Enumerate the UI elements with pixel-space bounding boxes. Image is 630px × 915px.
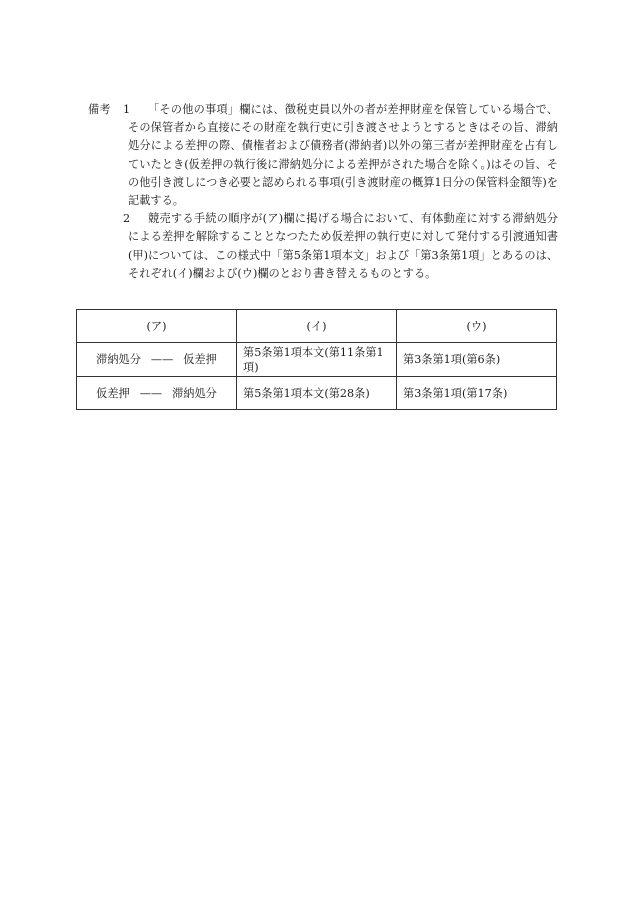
procedure-order-cell <box>77 343 237 377</box>
remark-text: 「その他の事項」欄には、徴税吏員以外の者が差押財産を保管している場合で、その保管者から直接にその財産を執行吏に引き渡させようとするときはその旨、滞納処分による差押の際、債権者および債務者(滞納者)以外の第三者が差押財産を占有していたとき(仮差押の執行後に滞納処分による差押がされた場合を除く。)はその旨、その他引き渡しにつき必要と認められる事項(引き渡財産の概算1日分の保管料金額等)を記載する。 <box>128 103 558 208</box>
table-row <box>77 343 557 377</box>
column-header-b: (イ) <box>237 310 397 343</box>
replacement-text-c: 第3条第1項(第17条) <box>397 377 557 410</box>
table-row <box>77 377 557 410</box>
second-procedure: 仮差押 <box>183 353 217 366</box>
remark-item <box>88 101 558 210</box>
replacement-text-c: 第3条第1項(第6条) <box>397 343 557 377</box>
table-header-row <box>77 310 557 343</box>
procedure-order-cell <box>77 377 237 410</box>
column-header-a: (ア) <box>77 310 237 343</box>
remarks-section <box>88 101 558 283</box>
replacement-text-b: 第5条第1項本文(第11条第1項) <box>237 343 397 377</box>
dash-separator: —— <box>139 386 163 400</box>
dash-separator: —— <box>150 353 174 366</box>
first-procedure: 仮差押 <box>96 386 130 400</box>
remark-item <box>88 210 558 283</box>
second-procedure: 滞納処分 <box>172 386 217 400</box>
first-procedure: 滞納処分 <box>96 353 141 366</box>
remark-number: 1 <box>123 103 131 116</box>
replacement-text-b: 第5条第1項本文(第28条) <box>237 377 397 410</box>
remark-text: 競売する手続の順序が(ア)欄に掲げる場合において、有体動産に対する滞納処分による差押を解除することとなつたため仮差押の執行吏に対して発付する引渡通知書(甲)については、この様式中「第5条第1項本文」および「第3条第1項」とあるのは、それぞれ(イ)欄および(ウ)欄のとおり書き替えるものとする。 <box>128 212 558 280</box>
remarks-heading: 備考 <box>88 103 111 116</box>
column-header-c: (ウ) <box>397 310 557 343</box>
replacement-table <box>76 309 557 410</box>
remark-number: 2 <box>123 212 131 226</box>
